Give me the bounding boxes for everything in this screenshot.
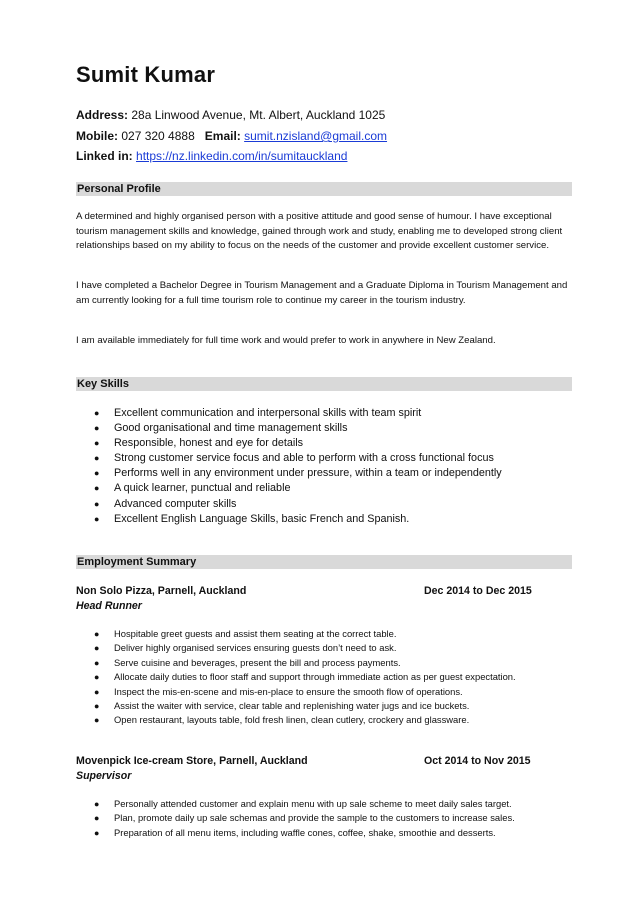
list-item: ● Strong customer service focus and able to perform with a cross functional focus bbox=[76, 451, 502, 466]
bullet-icon: ● bbox=[94, 813, 100, 824]
section-heading-employment: Employment Summary bbox=[76, 555, 572, 569]
profile-paragraph: I have completed a Bachelor Degree in Tourism Management and a Graduate Diploma in Tourism Management and am currently looking for a full time tourism role to continue my career in the tourism industry. bbox=[76, 280, 568, 306]
list-item: ● Hospitable greet guests and assist them seating at the correct table. bbox=[76, 627, 516, 641]
bullet-icon: ● bbox=[94, 715, 100, 726]
job-role: Supervisor bbox=[76, 770, 132, 782]
list-item: ● Good organisational and time management skills bbox=[76, 421, 502, 436]
bullet-icon: ● bbox=[94, 513, 100, 524]
list-item: ● Responsible, honest and eye for details bbox=[76, 436, 502, 451]
job-dates: Oct 2014 to Nov 2015 bbox=[424, 755, 531, 767]
mobile-email-line bbox=[76, 129, 387, 143]
list-item: ● Excellent English Language Skills, basic French and Spanish. bbox=[76, 512, 502, 527]
job-role: Head Runner bbox=[76, 600, 142, 612]
list-item: ● Assist the waiter with service, clear table and replenishing water jugs and ice buckets. bbox=[76, 699, 516, 713]
address-value: 28a Linwood Avenue, Mt. Albert, Auckland 1025 bbox=[131, 108, 386, 122]
list-item: ● Serve cuisine and beverages, present the bill and process payments. bbox=[76, 656, 516, 670]
list-item: ● Personally attended customer and explain menu with up sale scheme to meet daily sales target. bbox=[76, 797, 515, 811]
mobile-label: Mobile: bbox=[76, 129, 118, 143]
bullet-icon: ● bbox=[94, 672, 100, 683]
bullet-icon: ● bbox=[94, 799, 100, 809]
job-employer: Movenpick Ice-cream Store, Parnell, Auckland bbox=[76, 755, 308, 767]
list-item: ● Deliver highly organised services ensuring guests don’t need to ask. bbox=[76, 641, 516, 655]
profile-paragraph: A determined and highly organised person with a positive attitude and good sense of humour. I have exceptional tourism management skills and knowledge, gained through work and study, enabling me to developed strong client relationships based on my ability to focus on the needs of the customer and provide excellent customer service. bbox=[76, 211, 563, 252]
bullet-icon: ● bbox=[94, 498, 100, 509]
job-dates: Dec 2014 to Dec 2015 bbox=[424, 585, 532, 597]
job-header bbox=[76, 755, 572, 767]
linkedin-label: Linked in: bbox=[76, 149, 133, 163]
bullet-icon: ● bbox=[94, 657, 100, 668]
bullet-icon: ● bbox=[94, 686, 100, 697]
list-item: ● Preparation of all menu items, including waffle cones, coffee, shake, smoothie and desserts. bbox=[76, 826, 515, 840]
email-label: Email: bbox=[204, 129, 241, 143]
address-line bbox=[76, 108, 385, 122]
list-item: ● Allocate daily duties to floor staff and support through immediate action as per guest expectation. bbox=[76, 670, 516, 684]
bullet-icon: ● bbox=[94, 408, 100, 418]
list-item: ● Excellent communication and interpersonal skills with team spirit bbox=[76, 406, 502, 421]
list-item: ● A quick learner, punctual and reliable bbox=[76, 481, 502, 496]
candidate-name: Sumit Kumar bbox=[76, 62, 216, 87]
address-label: Address: bbox=[76, 108, 129, 122]
linkedin-link[interactable]: https://nz.linkedin.com/in/sumitauckland bbox=[136, 149, 348, 163]
duties-list bbox=[76, 797, 515, 840]
bullet-icon: ● bbox=[94, 700, 100, 711]
profile-paragraph: I am available immediately for full time work and would prefer to work in anywhere in New Zealand. bbox=[76, 335, 496, 346]
job-header bbox=[76, 585, 572, 597]
mobile-value: 027 320 4888 bbox=[121, 129, 195, 143]
bullet-icon: ● bbox=[94, 483, 100, 494]
bullet-icon: ● bbox=[94, 643, 100, 654]
bullet-icon: ● bbox=[94, 423, 100, 434]
job-employer: Non Solo Pizza, Parnell, Auckland bbox=[76, 585, 247, 597]
bullet-icon: ● bbox=[94, 468, 100, 479]
bullet-icon: ● bbox=[94, 438, 100, 449]
duties-list bbox=[76, 627, 516, 728]
list-item: ● Advanced computer skills bbox=[76, 497, 502, 512]
skills-list bbox=[76, 406, 502, 527]
section-heading-profile: Personal Profile bbox=[76, 182, 572, 196]
list-item: ● Open restaurant, layouts table, fold fresh linen, clean cutlery, crockery and glassware. bbox=[76, 713, 516, 727]
linkedin-line bbox=[76, 149, 347, 163]
section-heading-skills: Key Skills bbox=[76, 377, 572, 391]
email-link[interactable]: sumit.nzisland@gmail.com bbox=[244, 129, 388, 143]
bullet-icon: ● bbox=[94, 827, 100, 838]
list-item: ● Inspect the mis-en-scene and mis-en-place to ensure the smooth flow of operations. bbox=[76, 685, 516, 699]
list-item: ● Performs well in any environment under pressure, within a team or independently bbox=[76, 466, 502, 481]
bullet-icon: ● bbox=[94, 453, 100, 464]
list-item: ● Plan, promote daily up sale schemas and provide the sample to the customers to increase sales. bbox=[76, 811, 515, 825]
bullet-icon: ● bbox=[94, 629, 100, 639]
